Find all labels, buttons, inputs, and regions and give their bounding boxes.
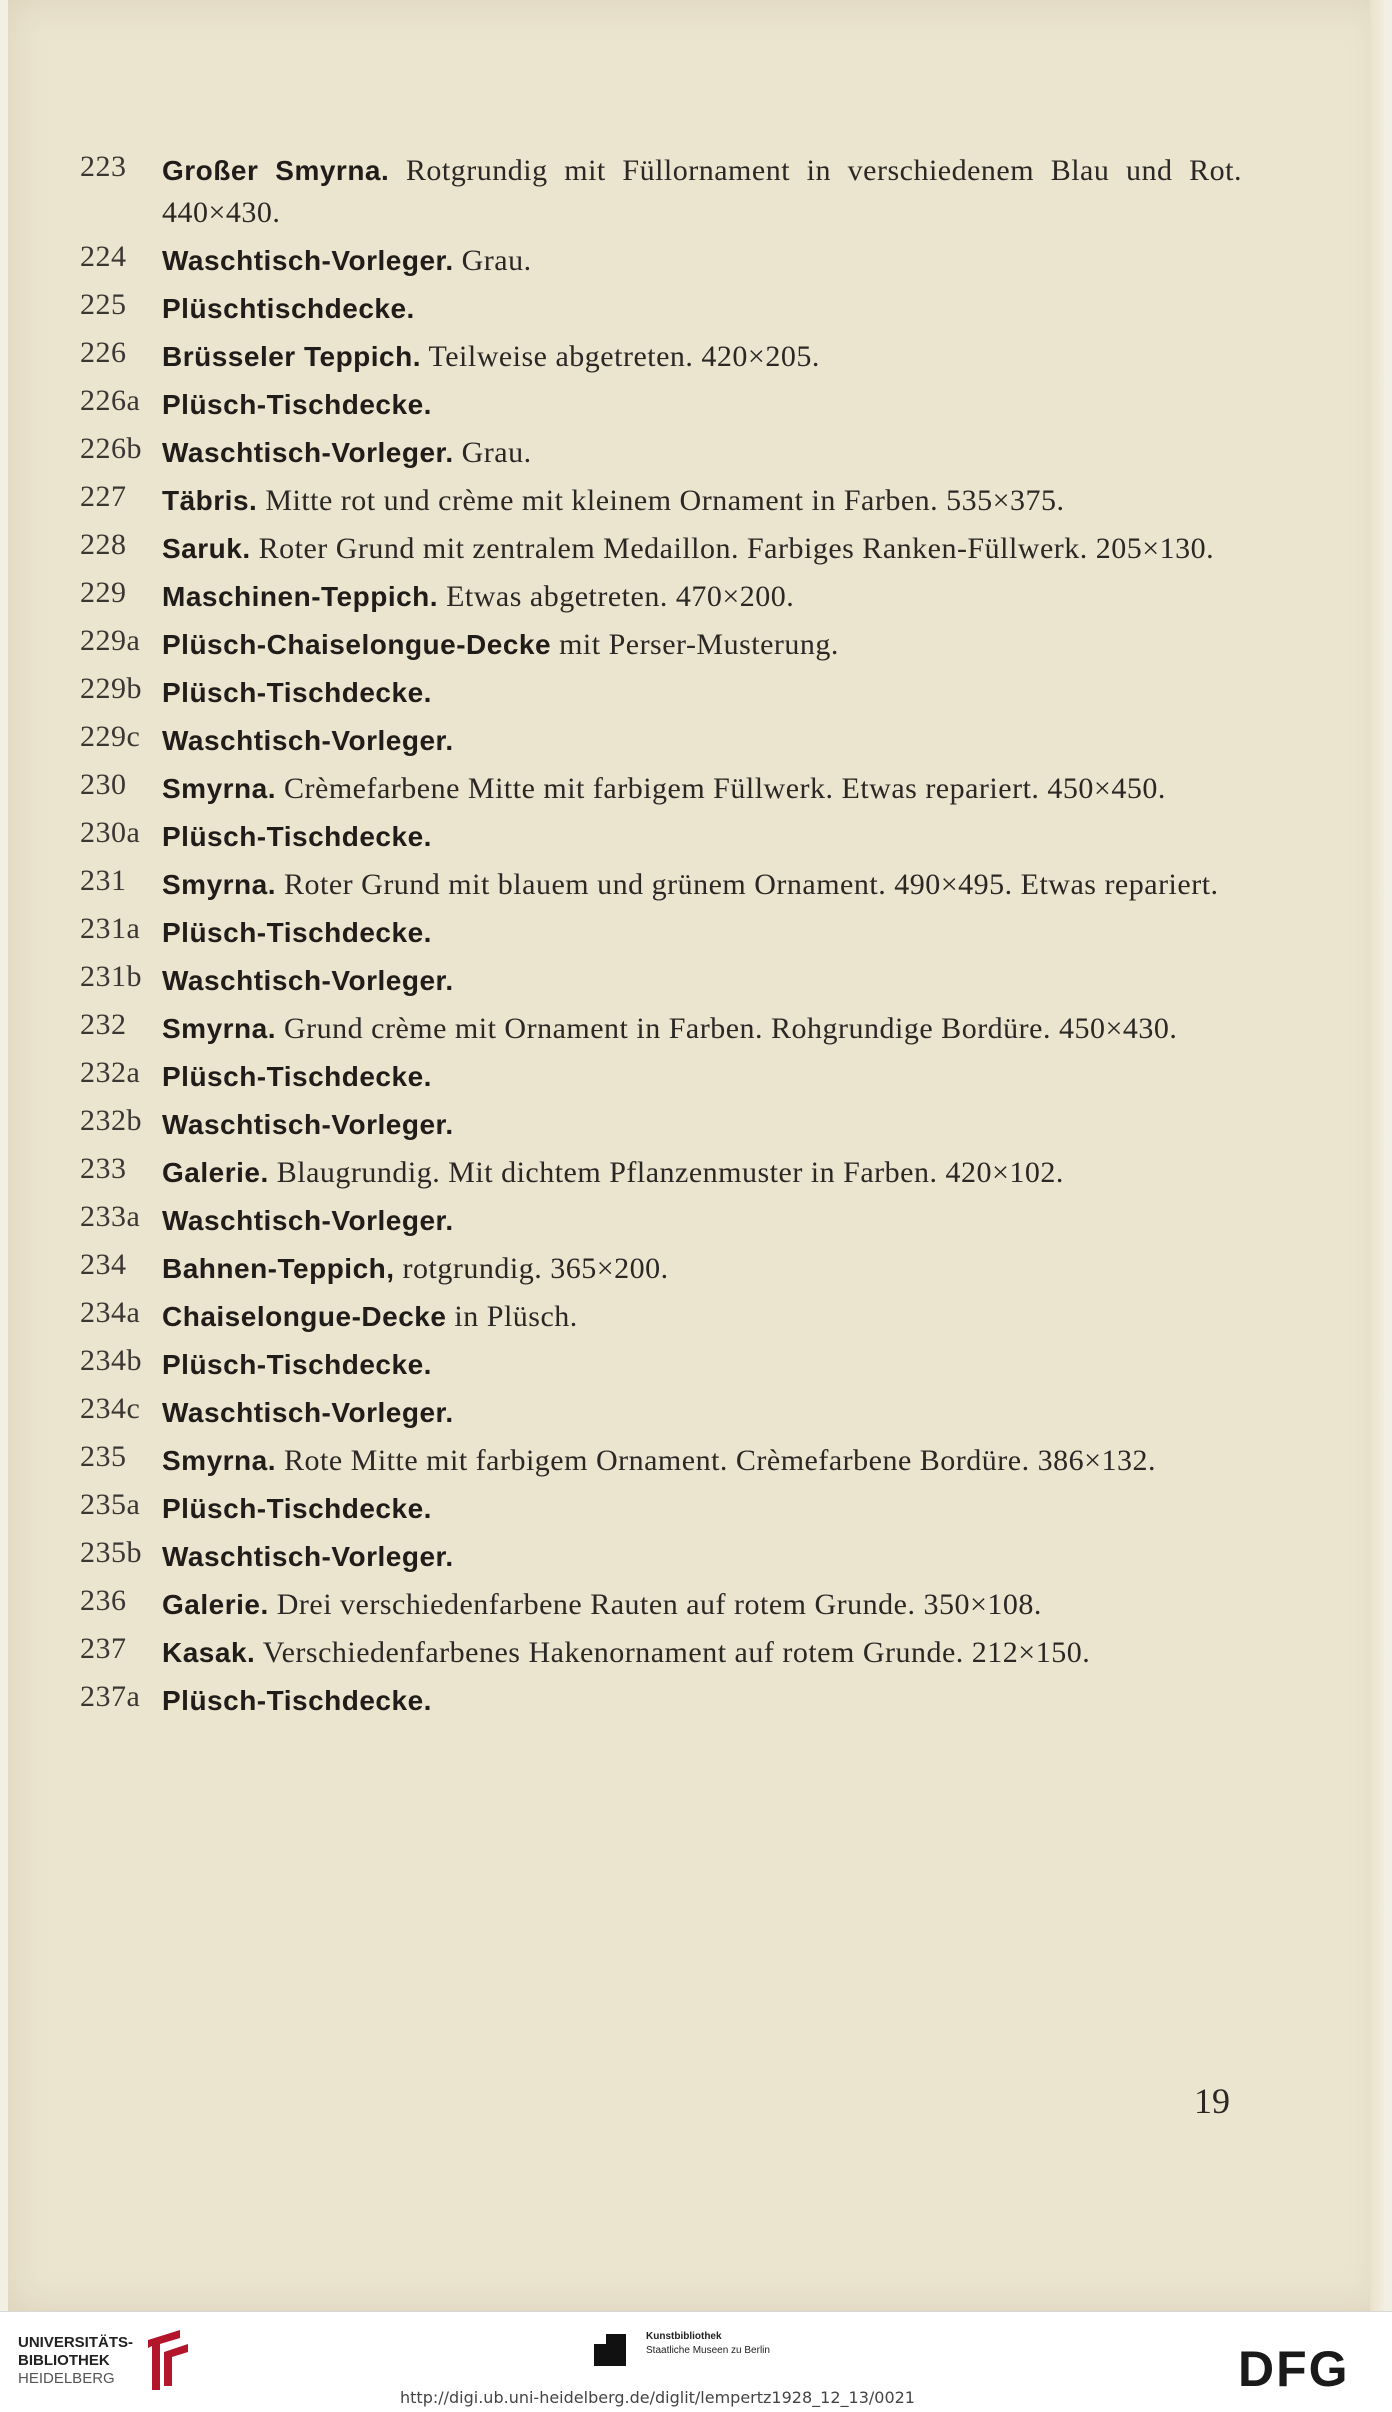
entry-title: Plüsch-Tischdecke. xyxy=(162,821,432,852)
entry-title: Waschtisch-Vorleger. xyxy=(162,725,454,756)
catalog-entry xyxy=(80,1104,1242,1146)
entry-title: Waschtisch-Vorleger. xyxy=(162,1109,454,1140)
catalog-entry xyxy=(80,480,1242,522)
entry-title: Saruk. xyxy=(162,533,251,564)
entry-number: 231 xyxy=(80,864,127,897)
catalog-entries xyxy=(80,150,1242,1728)
entry-number: 228 xyxy=(80,528,127,561)
entry-description: Roter Grund mit zentralem Medaillon. Farbiges Ranken-Füllwerk. 205×130. xyxy=(250,532,1215,565)
ub-logo-line1: UNIVERSITÄTS- xyxy=(18,2334,134,2351)
ub-heidelberg-mark-icon xyxy=(140,2326,196,2396)
entry-title: Plüschtischdecke. xyxy=(162,293,415,324)
ub-heidelberg-logo[interactable] xyxy=(18,2334,133,2388)
entry-title: Täbris. xyxy=(162,485,258,516)
ub-logo-line2: BIBLIOTHEK xyxy=(18,2352,110,2369)
entry-number: 234c xyxy=(80,1392,141,1425)
entry-title: Waschtisch-Vorleger. xyxy=(162,1397,454,1428)
entry-description: Mitte rot und crème mit kleinem Ornament in Farben. 535×375. xyxy=(257,484,1065,517)
entry-title: Smyrna. xyxy=(162,1013,276,1044)
catalog-entry xyxy=(80,1200,1242,1242)
catalog-entry xyxy=(80,720,1242,762)
entry-number: 232 xyxy=(80,1008,127,1041)
entry-number: 235a xyxy=(80,1488,141,1521)
catalog-entry xyxy=(80,816,1242,858)
entry-number: 234a xyxy=(80,1296,141,1329)
entry-title: Chaiselongue-Decke xyxy=(162,1301,447,1332)
catalog-entry xyxy=(80,1632,1242,1674)
catalog-entry xyxy=(80,288,1242,330)
entry-description: mit Perser-Musterung. xyxy=(551,628,839,661)
entry-number: 224 xyxy=(80,240,127,273)
entry-number: 237 xyxy=(80,1632,127,1665)
entry-number: 232a xyxy=(80,1056,141,1089)
entry-title: Plüsch-Tischdecke. xyxy=(162,1061,432,1092)
entry-description: Blaugrundig. Mit dichtem Pflanzenmuster in Farben. 420×102. xyxy=(268,1156,1064,1189)
entry-title: Brüsseler Teppich. xyxy=(162,341,422,372)
dfg-logo[interactable]: DFG xyxy=(1238,2341,1350,2397)
entry-description: Etwas abgetreten. 470×200. xyxy=(438,580,795,613)
entry-number: 235 xyxy=(80,1440,127,1473)
kunstbibliothek-mark-icon xyxy=(590,2330,630,2370)
entry-number: 234 xyxy=(80,1248,127,1281)
entry-number: 230a xyxy=(80,816,141,849)
entry-title: Plüsch-Chaiselongue-Decke xyxy=(162,629,552,660)
entry-number: 226b xyxy=(80,432,142,465)
catalog-entry xyxy=(80,1488,1242,1530)
catalog-entry xyxy=(80,1296,1242,1338)
entry-title: Plüsch-Tischdecke. xyxy=(162,677,432,708)
viewer-footer xyxy=(0,2311,1392,2412)
entry-number: 231a xyxy=(80,912,141,945)
catalog-entry xyxy=(80,1440,1242,1482)
entry-description: Verschiedenfarbenes Hakenornament auf rotem Grunde. 212×150. xyxy=(255,1636,1091,1669)
catalog-entry xyxy=(80,1680,1242,1722)
ub-logo-line3: HEIDELBERG xyxy=(18,2370,115,2387)
page-edge xyxy=(1370,0,1386,2311)
entry-description: Teilweise abgetreten. 420×205. xyxy=(421,340,820,373)
entry-title: Waschtisch-Vorleger. xyxy=(162,245,454,276)
catalog-entry xyxy=(80,1152,1242,1194)
entry-title: Maschinen-Teppich. xyxy=(162,581,439,612)
entry-title: Waschtisch-Vorleger. xyxy=(162,437,454,468)
catalog-entry xyxy=(80,336,1242,378)
entry-number: 232b xyxy=(80,1104,142,1137)
catalog-entry xyxy=(80,150,1242,234)
entry-title: Plüsch-Tischdecke. xyxy=(162,1349,432,1380)
entry-description: rotgrundig. 365×200. xyxy=(394,1252,669,1285)
entry-description: Roter Grund mit blauem und grünem Ornament. 490×495. Etwas repariert. xyxy=(276,868,1219,901)
kb-logo-line2: Staatliche Museen zu Berlin xyxy=(646,2345,770,2356)
entry-title: Bahnen-Teppich, xyxy=(162,1253,395,1284)
entry-title: Smyrna. xyxy=(162,773,276,804)
entry-title: Plüsch-Tischdecke. xyxy=(162,389,432,420)
catalog-entry xyxy=(80,432,1242,474)
entry-number: 226 xyxy=(80,336,127,369)
catalog-entry xyxy=(80,864,1242,906)
entry-title: Waschtisch-Vorleger. xyxy=(162,1205,454,1236)
entry-title: Waschtisch-Vorleger. xyxy=(162,1541,454,1572)
entry-description: Grau. xyxy=(453,436,532,469)
catalog-entry xyxy=(80,768,1242,810)
entry-title: Waschtisch-Vorleger. xyxy=(162,965,454,996)
entry-title: Plüsch-Tischdecke. xyxy=(162,917,432,948)
catalog-entry xyxy=(80,1584,1242,1626)
catalog-entry xyxy=(80,576,1242,618)
entry-number: 234b xyxy=(80,1344,142,1377)
catalog-entry xyxy=(80,960,1242,1002)
scanned-page xyxy=(8,0,1386,2311)
entry-number: 229a xyxy=(80,624,141,657)
page-number: 19 xyxy=(1194,2081,1230,2121)
entry-title: Kasak. xyxy=(162,1637,256,1668)
entry-description: Rotgrundig mit Füllornament in verschiedenem Blau und Rot. 440×430. xyxy=(162,154,1242,229)
entry-description: Grund crème mit Ornament in Farben. Rohgrundige Bordüre. 450×430. xyxy=(276,1012,1178,1045)
catalog-entry xyxy=(80,1536,1242,1578)
entry-number: 223 xyxy=(80,150,127,183)
entry-title: Galerie. xyxy=(162,1157,269,1188)
entry-number: 235b xyxy=(80,1536,142,1569)
entry-number: 225 xyxy=(80,288,127,321)
entry-number: 231b xyxy=(80,960,142,993)
entry-description: Drei verschiedenfarbene Rauten auf rotem Grunde. 350×108. xyxy=(268,1588,1042,1621)
entry-number: 227 xyxy=(80,480,127,513)
catalog-entry xyxy=(80,1392,1242,1434)
permalink-url[interactable]: http://digi.ub.uni-heidelberg.de/diglit/lempertz1928_12_13/0021 xyxy=(400,2388,915,2407)
catalog-entry xyxy=(80,1344,1242,1386)
catalog-entry xyxy=(80,1008,1242,1050)
entry-number: 230 xyxy=(80,768,127,801)
entry-number: 229b xyxy=(80,672,142,705)
catalog-entry xyxy=(80,384,1242,426)
entry-number: 233a xyxy=(80,1200,141,1233)
entry-number: 229c xyxy=(80,720,141,753)
catalog-entry xyxy=(80,624,1242,666)
entry-number: 229 xyxy=(80,576,127,609)
catalog-entry xyxy=(80,672,1242,714)
catalog-entry xyxy=(80,912,1242,954)
entry-description: Grau. xyxy=(453,244,532,277)
catalog-entry xyxy=(80,240,1242,282)
entry-description: in Plüsch. xyxy=(446,1300,578,1333)
catalog-entry xyxy=(80,1056,1242,1098)
catalog-entry xyxy=(80,528,1242,570)
entry-number: 237a xyxy=(80,1680,141,1713)
kunstbibliothek-logo[interactable] xyxy=(646,2330,770,2358)
entry-title: Plüsch-Tischdecke. xyxy=(162,1493,432,1524)
entry-number: 233 xyxy=(80,1152,127,1185)
catalog-entry xyxy=(80,1248,1242,1290)
entry-title: Plüsch-Tischdecke. xyxy=(162,1685,432,1716)
kb-logo-line1: Kunstbibliothek xyxy=(646,2331,722,2342)
entry-title: Großer Smyrna. xyxy=(162,155,390,186)
entry-number: 236 xyxy=(80,1584,127,1617)
entry-title: Smyrna. xyxy=(162,869,276,900)
entry-description: Crèmefarbene Mitte mit farbigem Füllwerk. Etwas repariert. 450×450. xyxy=(276,772,1166,805)
entry-description: Rote Mitte mit farbigem Ornament. Crèmefarbene Bordüre. 386×132. xyxy=(276,1444,1157,1477)
entry-title: Smyrna. xyxy=(162,1445,276,1476)
entry-title: Galerie. xyxy=(162,1589,269,1620)
entry-number: 226a xyxy=(80,384,141,417)
